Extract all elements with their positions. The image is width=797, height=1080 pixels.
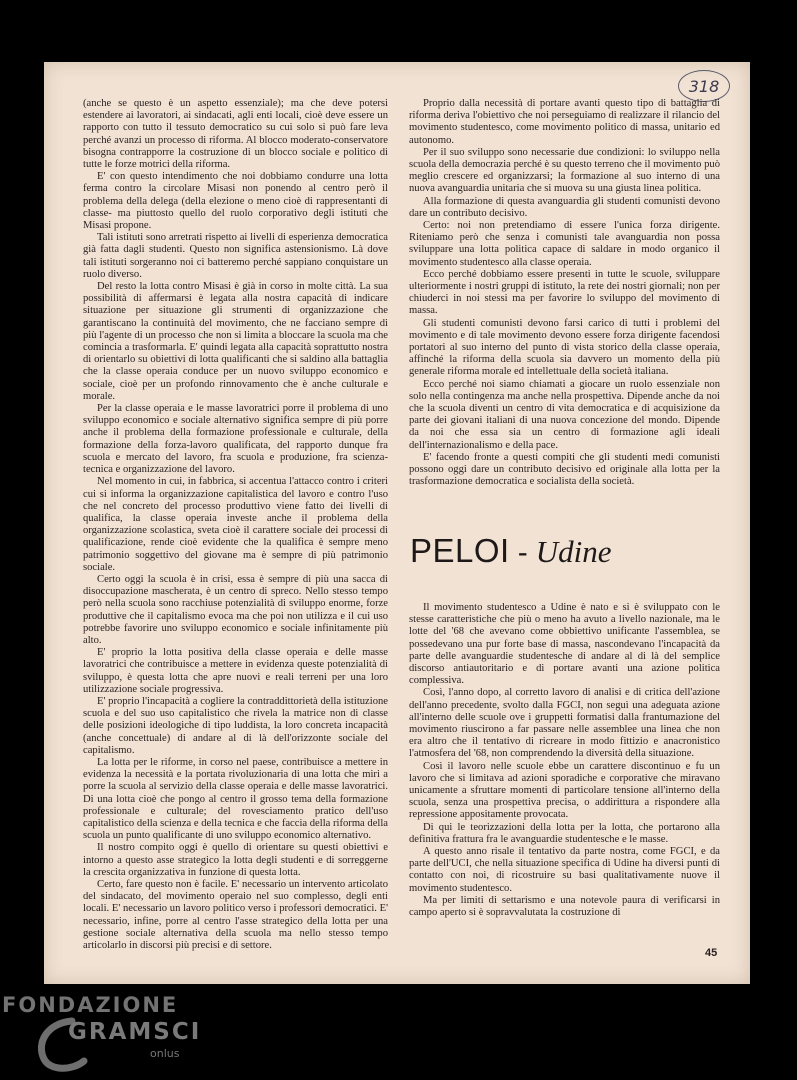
paragraph: Certo, fare questo non è facile. E' necessario un intervento articolato del sindacato, del movimento operaio nel suo complesso, degli enti locali. E' necessario un lavoro politico verso i professori democratici. E' necessario, infine, porre al centro l'asse strategico della lotta per una gestione sociale alternativa della scuola ma nello stesso tempo articolarlo in discorsi più precisi e di settore. (83, 879, 388, 952)
paragraph: Alla formazione di questa avanguardia gli studenti comunisti devono dare un contributo decisivo. (409, 195, 720, 219)
paragraph: (anche se questo è un aspetto essenziale); ma che deve potersi estendere ai lavoratori, ai sindacati, agli enti locali, cioè deve essere un rapporto con tutto il tessuto democratico su cui solo si può fare leva perché avanzi un processo di riforma. Al blocco moderato-conservatore bisogna contrapporre la costruzione di un blocco sociale e politico di tutte le forze motrici della riforma. (83, 98, 388, 171)
watermark-line3: onlus (150, 1047, 180, 1060)
paragraph: E' proprio la lotta positiva della classe operaia e delle masse lavoratrici che contribuisce a mettere in evidenza queste potenzialità di sviluppo, è questa lotta che apre nuovi e reali terreni per una loro utilizzazione sociale progressiva. (83, 647, 388, 695)
paragraph: Di qui le teorizzazioni della lotta per la lotta, che portarono alla definitiva frattura fra le avanguardie studentesche e le masse. (409, 821, 720, 845)
section-heading (410, 532, 720, 582)
fondazione-gramsci-watermark (2, 993, 252, 1073)
left-column (83, 98, 388, 952)
paragraph: Così il lavoro nelle scuole ebbe un carattere discontinuo e fu un lavoro che si limitava ad azioni sporadiche e corporative che miravano unicamente a sfruttare momenti di particolare tensione all'interno della scuola, senza una prospettiva precisa, o addirittura a rispondere alla repressione appositamente provocata. (409, 760, 720, 821)
paragraph: Il nostro compito oggi è quello di orientare su questi obiettivi e intorno a questo asse strategico la lotta degli studenti e di sorreggerne la crescita organizzativa in funzione di questa lotta. (83, 842, 388, 878)
paragraph: Ma per limiti di settarismo e una notevole paura di verificarsi in campo aperto si è sopravvalutata la costruzione di (409, 894, 720, 919)
watermark-line1: FONDAZIONE (2, 993, 179, 1017)
stamp-number: 318 (688, 76, 720, 96)
page-number: 45 (705, 947, 718, 959)
section-separator: - (517, 536, 528, 569)
paragraph: E' con questo intendimento che noi dobbiamo condurre una lotta ferma contro la circolare Misasi non ponendo al centro però il problema della delega (della elezione o meno cioè di rappresentanti di classe- ma piuttosto quello del ruolo corporativo degli istituti che Misasi propone. (83, 171, 388, 232)
paragraph: La lotta per le riforme, in corso nel paese, contribuisce a mettere in evidenza la necessità e la portata rivoluzionaria di una lotta che miri a porre la scuola al servizio della classe operaia e delle masse lavoratrici. Di una lotta cioè che pongo al centro il grosso tema della formazione professionale e culturale; del rovesciamento pratico dell'uso capitalistico della scienza e della tecnica e che faccia della riforma della scuola un punto qualificante di uno sviluppo economico alternativo. (83, 756, 388, 842)
paragraph: Gli studenti comunisti devono farsi carico di tutti i problemi del movimento e di tale movimento devono essere forza dirigente facendosi portatori al suo interno del punto di vista storico della classe operaia, affinché la riforma della scuola sia davvero un momento della più generale riforma morale ed intellettuale della società italiana. (409, 317, 720, 378)
paragraph: Nel momento in cui, in fabbrica, si accentua l'attacco contro i criteri cui si informa la organizzazione capitalistica del lavoro e contro l'uso che nel concreto del processo produttivo viene fatto dei livelli di qualifica, la classe operaia investe anche il problema della organizzazione scolastica, sveta cioè il carattere sociale dei processi di qualificazione, rende cioè evidente che la qualifica è sempre meno patrimonio soggettivo del giovane ma è sempre di più patrimonio sociale. (83, 476, 388, 573)
paragraph: Per il suo sviluppo sono necessarie due condizioni: lo sviluppo nella scuola della democrazia perché è su questo terreno che il movimento può meglio crescere ed organizzarsi; la formazione al suo interno di una nuova avanguardia unitaria che si muova su una giusta linea politica. (409, 146, 720, 195)
paragraph: E' proprio l'incapacità a cogliere la contraddittorietà della istituzione scuola e del suo uso capitalistico che rivela la matrice non di classe delle posizioni ideologiche di tipo luddista, la loro concreta incapacità (anche concettuale) di andare al di là dell'orizzonte sociale del capitalismo. (83, 695, 388, 756)
paragraph: Del resto la lotta contro Misasi è già in corso in molte città. La sua possibilità di affermarsi è legata alla nostra capacità di indicare situazione per situazione gli strumenti di organizzazione che garantiscano la continuità del movimento, che ne facciano sempre di più l'agente di un processo che non si limita a bloccare la scuola ma che comincia a trasformarla. E' quindi legata alla capacità soprattutto nostra di orientarlo su obiettivi di lotta qualificanti che si saldino alla battaglia che la classe operaia conduce per un nuovo sviluppo economico e sociale, cioè per un profondo rinnovamento che è anche culturale e morale. (83, 281, 388, 402)
right-column-top (409, 98, 720, 489)
paragraph: Il movimento studentesco a Udine è nato e si è sviluppato con le stesse caratteristiche che più o meno ha avuto a livello nazionale, ma le lotte del '68 che avevano come obbiettivo unificante l'assemblea, se possedevano una pur forte base di massa, nascondevano l'incapacità da parte delle avanguardie studentesche di andare al di là del semplice discorso antiautoritario e di portare avanti una azione politica complessiva. (409, 602, 720, 687)
paragraph: Per la classe operaia e le masse lavoratrici porre il problema di uno sviluppo economico e sociale alternativo significa sempre di più porre anche il problema della formazione professionale e culturale, della formazione della forza-lavoro qualificata, del rapporto dunque fra scuola e mercato del lavoro, fra scuola e produzione, fra scienza-tecnica e organizzazione del lavoro. (83, 403, 388, 476)
paragraph: Certo oggi la scuola è in crisi, essa è sempre di più una sacca di disoccupazione mascherata, è un centro di spreco. Nello stesso tempo però nella scuola sono racchiuse potenzialità di sviluppo enorme, forze produttive che il capitalismo evoca ma che poi non utilizza e il cui uso potrebbe favorire uno sviluppo economico e sociale infinitamente più alto. (83, 573, 388, 646)
paragraph: Proprio dalla necessità di portare avanti questo tipo di battaglia di riforma deriva l'obiettivo che noi perseguiamo di realizzare il rilancio del movimento studentesco, come movimento politico di massa, unitario ed autonomo. (409, 98, 720, 146)
paragraph: Tali istituti sono arretrati rispetto ai livelli di esperienza democratica già fatta dagli studenti. Questo non significa astensionismo. Là dove tali istituti sorgeranno noi ci batteremo perché sappiano conquistare un ruolo diverso. (83, 232, 388, 280)
section-author: PELOI (410, 532, 510, 569)
watermark-line2: GRAMSCI (68, 1019, 202, 1045)
section-place: Udine (535, 534, 612, 569)
paragraph: Ecco perché dobbiamo essere presenti in tutte le scuole, sviluppare ulteriormente i nostri gruppi di istituto, la rete dei nostri giornali; non per chiuderci in noi stessi ma per favorire lo sviluppo del movimento di massa. (409, 268, 720, 317)
paragraph: E' facendo fronte a questi compiti che gli studenti medi comunisti possono oggi dare un contributo decisivo ed originale alla lotta per la trasformazione democratica e socialista della società. (409, 451, 720, 488)
document-page (44, 62, 750, 984)
paragraph: Certo: noi non pretendiamo di essere l'unica forza dirigente. Riteniamo però che senza i comunisti tale avanguardia non possa sviluppare una lotta politica capace di saldare in modo organico il movimento studentesco alla classe operaia. (409, 220, 720, 268)
paragraph: Ecco perché noi siamo chiamati a giocare un ruolo essenziale non solo nella contingenza ma anche nella prospettiva. Dipende anche da noi che la scuola diventi un centro di vita democratica e di acquisizione da parte dei giovani italiani di una nuova concezione del mondo. Dipende da noi che essa sia un centro di formazione agli ideali dell'internazionalismo e della pace. (409, 378, 720, 451)
right-column-bottom (409, 602, 720, 919)
paragraph: Così, l'anno dopo, al corretto lavoro di analisi e di critica dell'azione dell'anno precedente, svolto dalla FGCI, non seguì una adeguata azione all'interno delle scuole ove i gruppetti formatisi dalla frantumazione del movimento riuscirono a far passare nelle assemblee una linea che non era altro che il tentativo di ricreare in modo fittizio e anacronistico l'atmosfera del '68, non comprendendo la diversità della situazione. (409, 687, 720, 760)
paragraph: A questo anno risale il tentativo da parte nostra, come FGCI, e da parte dell'UCI, che nella situazione specifica di Udine ha diversi punti di contatto con noi, di ricostruire su basi qualitativamente nuove il movimento studentesco. (409, 846, 720, 894)
